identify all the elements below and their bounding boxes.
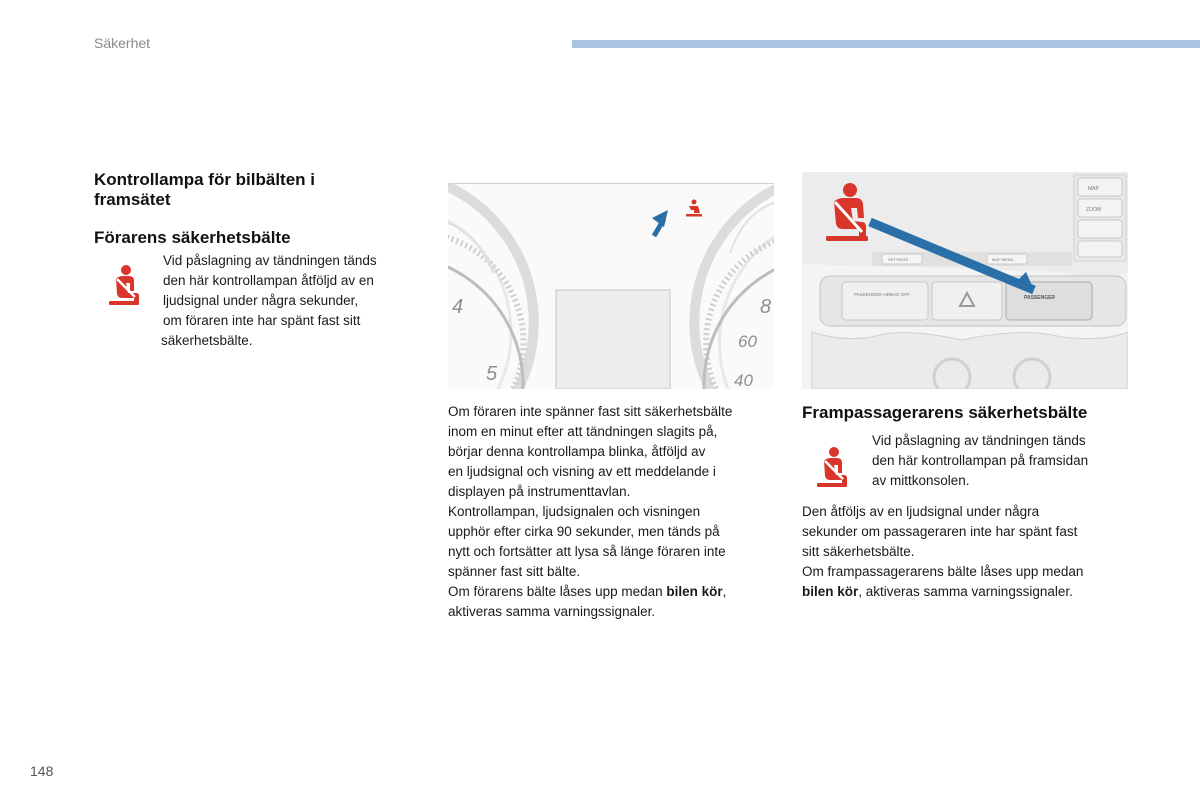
passenger-body-line: Den åtföljs av en ljudsignal under några [802, 504, 1040, 519]
passenger-body [802, 502, 1083, 602]
driver-body-line: inom en minut efter att tändningen slagits på, [448, 424, 718, 439]
main-title: Kontrollampa för bilbälten i framsätet [94, 170, 316, 209]
seatbelt-warning-icon [106, 263, 142, 307]
passenger-body-line: sitt säkerhetsbälte. [802, 544, 915, 559]
passenger-body-line: Om frampassagerarens bälte låses upp medan [802, 564, 1084, 579]
gauge-number: 4 [452, 296, 464, 318]
passenger-intro [872, 431, 1088, 491]
passenger-intro-line: av mittkonsolen. [872, 473, 970, 488]
console-button-label: MAP MENU [992, 257, 1014, 262]
passenger-intro-line: Vid påslagning av tändningen tänds [872, 433, 1086, 448]
driver-intro-line: den här kontrollampan åtföljd av en [163, 273, 374, 288]
driver-body-line: aktiveras samma varningssignaler. [448, 604, 656, 619]
console-button-label: MAP [1088, 186, 1099, 192]
console-button-label: SETTINGS [888, 257, 909, 262]
console-button-label: ZOOM [1086, 207, 1101, 213]
passenger-body-line [802, 582, 1083, 602]
driver-body [448, 402, 732, 622]
header-accent-bar [572, 40, 1200, 48]
passenger-intro-line: den här kontrollampan på framsidan [872, 453, 1089, 468]
center-console-image [802, 172, 1128, 389]
driver-intro-line: Vid påslagning av tändningen tänds [163, 253, 377, 268]
airbag-off-label: PASSENGER AIRBAG OFF [854, 292, 910, 297]
gauge-number: 40 [734, 371, 753, 389]
driver-last-post: , [722, 584, 727, 599]
driver-body-line: upphör efter cirka 90 sekunder, men tänds på [448, 524, 720, 539]
driver-body-line: nytt och fortsätter att lysa så länge föraren inte [448, 544, 726, 559]
driver-heading: Förarens säkerhetsbälte [94, 228, 291, 247]
seatbelt-warning-icon [814, 445, 850, 489]
driver-intro-line: säkerhetsbälte. [161, 333, 253, 348]
page-number: 148 [30, 763, 54, 779]
driver-body-line: displayen på instrumenttavlan. [448, 484, 631, 499]
driver-body-line: Om föraren inte spänner fast sitt säkerhetsbälte [448, 404, 733, 419]
driver-body-line: börjar denna kontrollampa blinka, åtföljd av [448, 444, 706, 459]
driver-intro-line: ljudsignal under några sekunder, [163, 293, 359, 308]
passenger-body-line: sekunder om passageraren inte har spänt fast [802, 524, 1078, 539]
gauge-number: 8 [760, 296, 772, 318]
driver-last-pre: Om förarens bälte låses upp medan [448, 584, 667, 599]
driver-body-line: Kontrollampan, ljudsignalen och visningen [448, 504, 701, 519]
driver-body-line: spänner fast sitt bälte. [448, 564, 581, 579]
gauge-number: 60 [738, 332, 757, 351]
passenger-last-post: , aktiveras samma varningssignaler. [858, 584, 1073, 599]
gauge-number: 5 [486, 363, 498, 385]
driver-last-bold: bilen kör [666, 584, 723, 599]
passenger-last-bold: bilen kör [802, 584, 859, 599]
driver-intro [163, 251, 377, 351]
driver-body-line [448, 582, 732, 602]
section-label: Säkerhet [94, 35, 151, 51]
instrument-cluster-image [448, 183, 774, 389]
passenger-button-label: PASSENGER [1024, 295, 1056, 301]
passenger-heading: Frampassagerarens säkerhetsbälte [802, 403, 1088, 422]
driver-intro-line: om föraren inte har spänt fast sitt [163, 313, 361, 328]
driver-body-line: en ljudsignal och visning av ett meddelande i [448, 464, 716, 479]
